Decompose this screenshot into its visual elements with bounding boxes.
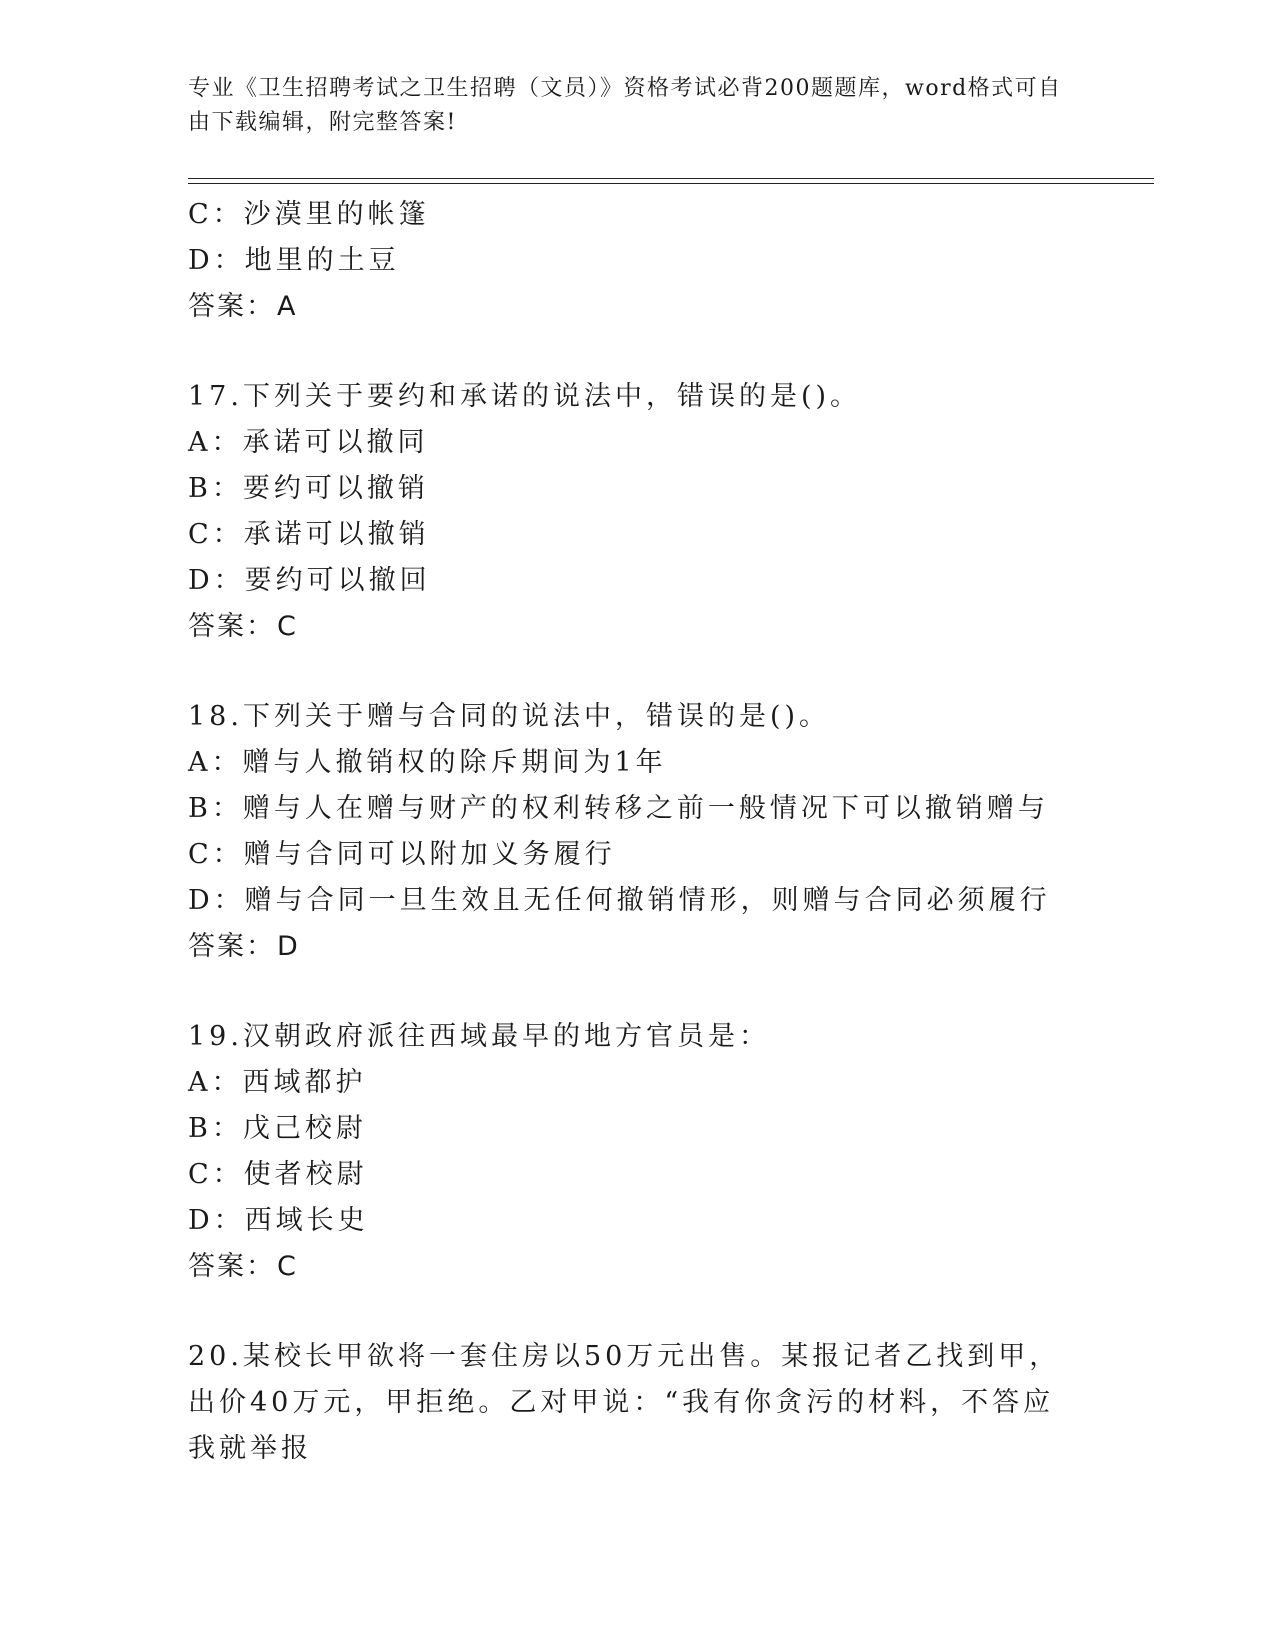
question-stem: 20.某校长甲欲将一套住房以50万元出售。某报记者乙找到甲，出价40万元，甲拒绝。乙对甲说：“我有你贪污的材料，不答应我就举报 [188,1341,1061,1464]
answer-value: A [277,291,298,322]
option-d: D：西域长史 [188,1205,369,1236]
answer-line [188,1244,1108,1290]
answer-line [188,924,1108,970]
answer-label: 答案： [188,291,275,322]
answer-value: D [277,931,300,962]
option-a: A：赠与人撤销权的除斥期间为1年 [188,747,667,778]
option-a: A：承诺可以撤同 [188,427,429,458]
answer-value: C [277,1251,298,1282]
option-b: B：戊己校尉 [188,1113,367,1144]
option-b: B：要约可以撤销 [188,473,429,504]
answer-value: C [277,611,298,642]
answer-line [188,604,1108,650]
answer-label: 答案： [188,1251,275,1282]
question-stem: 18.下列关于赠与合同的说法中，错误的是()。 [188,701,831,732]
header-rule-bottom [188,183,1154,184]
option-d: D：赠与合同一旦生效且无任何撤销情形，则赠与合同必须履行 [188,885,1051,916]
question-19 [188,1014,1108,1290]
question-stem: 17.下列关于要约和承诺的说法中，错误的是()。 [188,381,862,412]
question-17 [188,374,1108,650]
answer-label: 答案： [188,611,275,642]
option-b: B：赠与人在赠与财产的权利转移之前一般情况下可以撤销赠与 [188,793,1049,824]
question-stem: 19.汉朝政府派往西域最早的地方官员是： [188,1021,770,1052]
option-c: C：承诺可以撤销 [188,519,430,550]
header-rule-top [188,178,1154,179]
question-20 [188,1334,1108,1472]
option-d: D：要约可以撤回 [188,565,431,596]
option-c: C：使者校尉 [188,1159,368,1190]
question-18 [188,694,1108,970]
answer-line [188,284,1108,330]
question-16-partial [188,192,1108,330]
option-d: D：地里的土豆 [188,245,400,276]
document-header: 专业《卫生招聘考试之卫生招聘（文员）》资格考试必背200题题库，word格式可自由下载编辑，附完整答案! [188,76,1062,135]
answer-label: 答案： [188,931,275,962]
option-a: A：西域都护 [188,1067,367,1098]
option-c: C：沙漠里的帐篷 [188,199,430,230]
document-body [188,192,1108,1472]
option-c: C：赠与合同可以附加义务履行 [188,839,616,870]
